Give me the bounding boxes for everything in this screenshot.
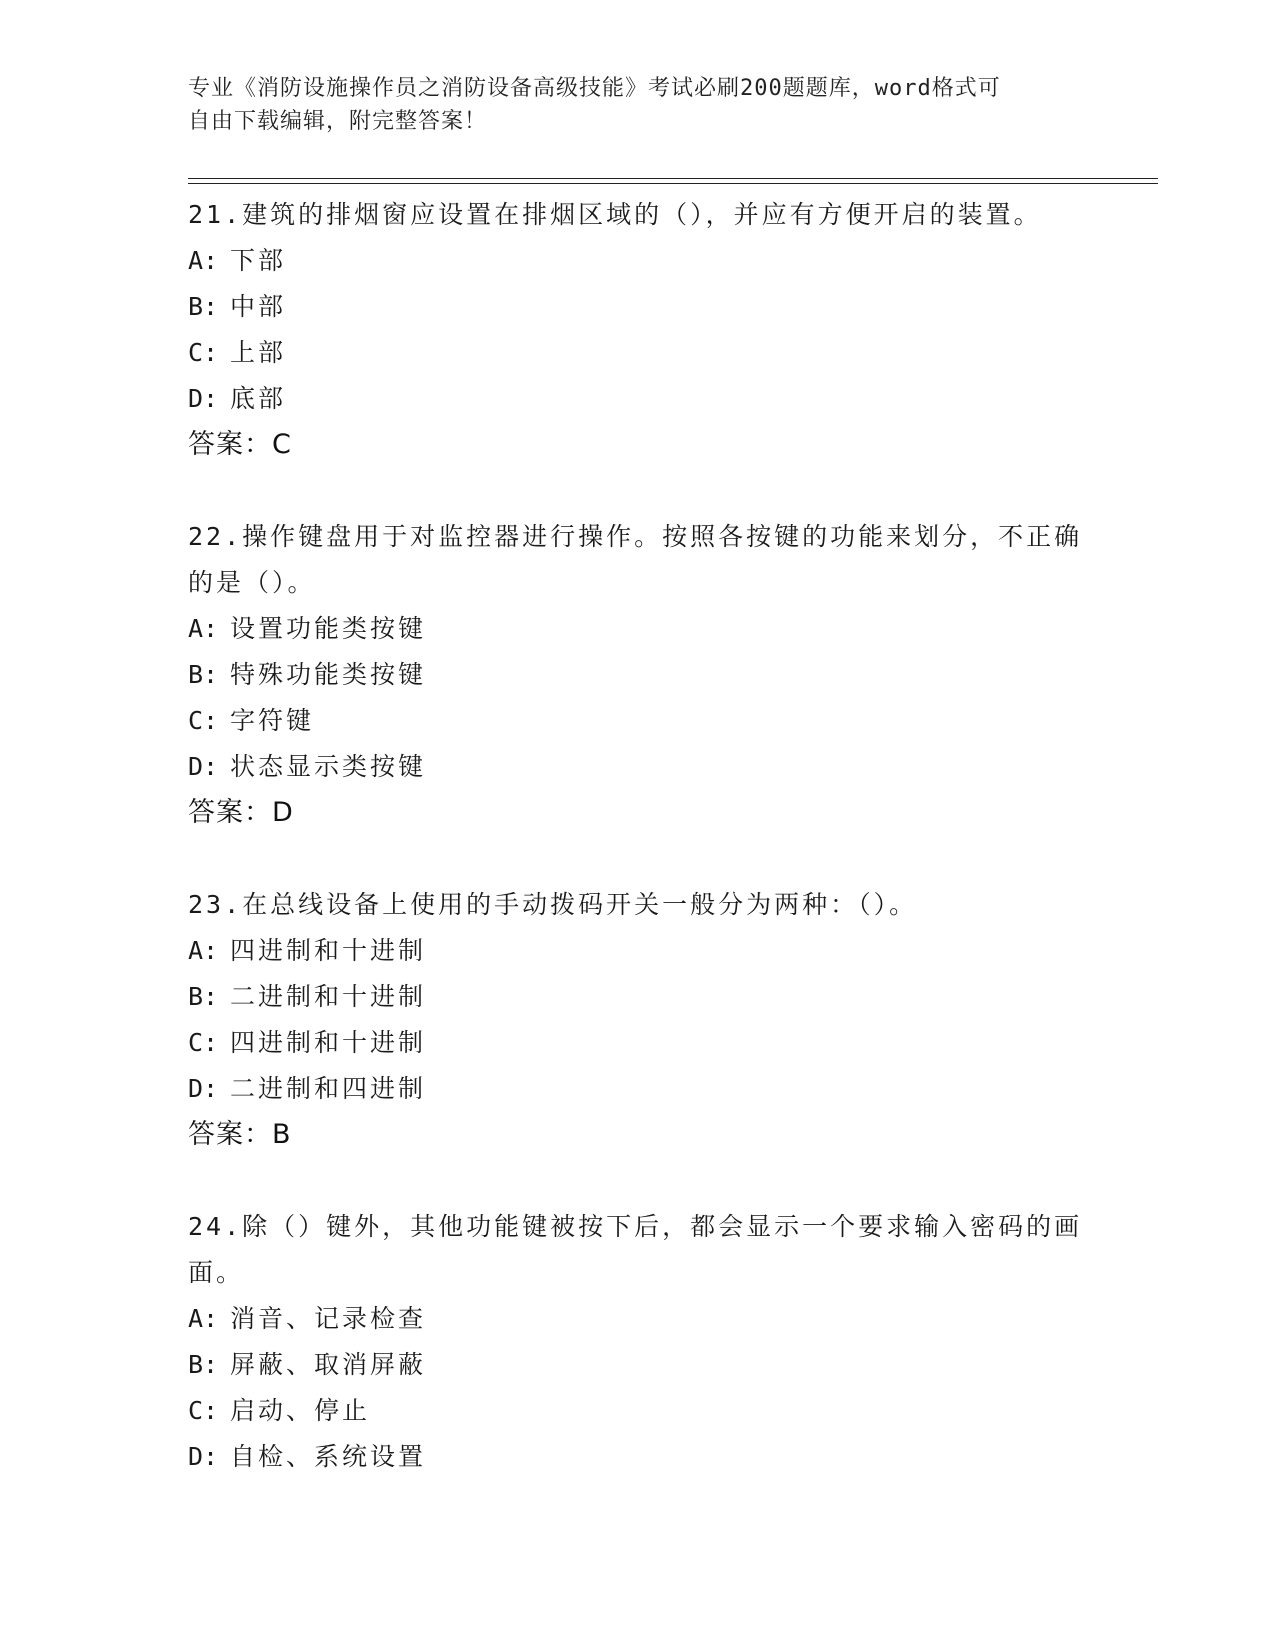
option-text: 下部 <box>230 246 287 275</box>
answer-line: 答案：C <box>188 429 292 460</box>
option-key: D: <box>188 1442 219 1471</box>
option-key: D: <box>188 1074 219 1103</box>
option-text: 上部 <box>230 338 287 367</box>
option-text: 屏蔽、取消屏蔽 <box>230 1350 427 1379</box>
question-24 <box>188 1204 1108 1480</box>
option-key: C: <box>188 338 219 367</box>
option-key: B: <box>188 982 219 1011</box>
option-text: 设置功能类按键 <box>230 614 427 643</box>
option-c <box>188 698 1108 744</box>
question-stem: 22.操作键盘用于对监控器进行操作。按照各按键的功能来划分，不正确的是（）。 <box>188 522 1083 597</box>
option-key: A: <box>188 246 219 275</box>
option-c <box>188 1020 1108 1066</box>
option-text: 特殊功能类按键 <box>230 660 427 689</box>
option-key: C: <box>188 1028 219 1057</box>
header-divider-top <box>188 178 1158 179</box>
option-a <box>188 238 1108 284</box>
option-key: B: <box>188 1350 219 1379</box>
option-key: A: <box>188 614 219 643</box>
question-stem: 23.在总线设备上使用的手动拨码开关一般分为两种：（）。 <box>188 890 918 919</box>
option-text: 二进制和十进制 <box>230 982 427 1011</box>
option-c <box>188 1388 1108 1434</box>
option-b <box>188 1342 1108 1388</box>
question-23 <box>188 882 1108 1158</box>
option-b <box>188 652 1108 698</box>
option-key: C: <box>188 706 219 735</box>
option-text: 二进制和四进制 <box>230 1074 427 1103</box>
option-b <box>188 284 1108 330</box>
option-text: 状态显示类按键 <box>230 752 427 781</box>
question-stem: 24.除（）键外，其他功能键被按下后，都会显示一个要求输入密码的画面。 <box>188 1212 1083 1287</box>
option-text: 字符键 <box>230 706 315 735</box>
option-key: D: <box>188 384 219 413</box>
question-list <box>188 192 1108 1526</box>
question-22 <box>188 514 1108 836</box>
option-text: 四进制和十进制 <box>230 1028 427 1057</box>
option-d <box>188 1434 1108 1480</box>
option-key: A: <box>188 936 219 965</box>
option-key: A: <box>188 1304 219 1333</box>
header-line-2: 自由下载编辑，附完整答案！ <box>188 109 488 134</box>
option-d <box>188 1066 1108 1112</box>
answer-line: 答案：D <box>188 797 294 828</box>
option-text: 启动、停止 <box>230 1396 371 1425</box>
answer-line: 答案：B <box>188 1119 292 1150</box>
option-c <box>188 330 1108 376</box>
option-a <box>188 606 1108 652</box>
option-d <box>188 744 1108 790</box>
question-stem: 21.建筑的排烟窗应设置在排烟区域的（），并应有方便开启的装置。 <box>188 200 1042 229</box>
option-text: 底部 <box>230 384 287 413</box>
option-key: B: <box>188 292 219 321</box>
option-text: 消音、记录检查 <box>230 1304 427 1333</box>
option-a <box>188 1296 1108 1342</box>
option-text: 四进制和十进制 <box>230 936 427 965</box>
question-21 <box>188 192 1108 468</box>
option-a <box>188 928 1108 974</box>
header-divider-bottom <box>188 183 1158 184</box>
option-d <box>188 376 1108 422</box>
option-key: D: <box>188 752 219 781</box>
option-key: B: <box>188 660 219 689</box>
option-b <box>188 974 1108 1020</box>
option-text: 中部 <box>230 292 287 321</box>
header-line-1: 专业《消防设施操作员之消防设备高级技能》考试必刷200题题库，word格式可 <box>188 76 1001 101</box>
document-header <box>188 72 1088 138</box>
option-key: C: <box>188 1396 219 1425</box>
option-text: 自检、系统设置 <box>230 1442 427 1471</box>
